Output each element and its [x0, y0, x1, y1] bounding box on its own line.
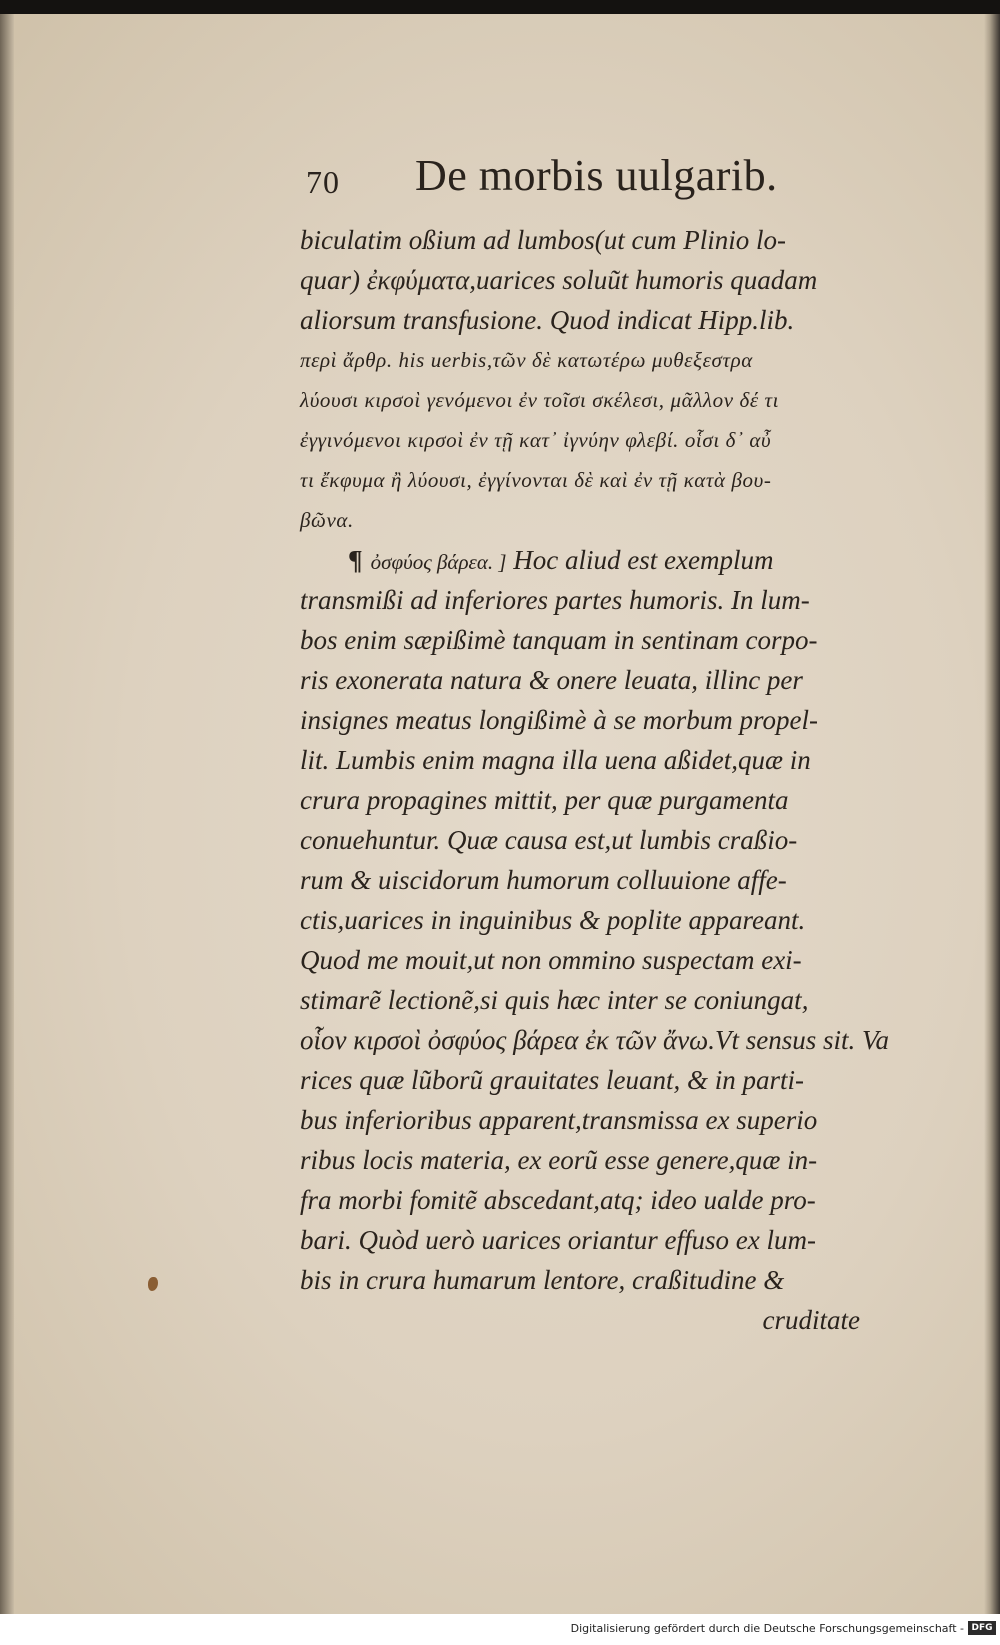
text-line: conuehuntur. Quæ causa est,ut lumbis craßio-: [300, 825, 798, 855]
text-line: quar) ἐκφύματα,uarices soluũt humoris quadam: [300, 265, 818, 295]
text-line: fra morbi fomitẽ abscedant,atq; ideo ualde pro-: [300, 1185, 816, 1215]
text-line: bis in crura humarum lentore, craßitudine &: [300, 1265, 785, 1295]
text-line: Quod me mouit,ut non ommino suspectam exi-: [300, 945, 802, 975]
page-number: 70: [306, 164, 340, 200]
greek-text-line: τι ἔκφυμα ἢ λύουσι, ἐγγίνονται δὲ καὶ ἐν τῇ κατὰ βου-: [300, 468, 772, 492]
text-line: Hoc aliud est exemplum: [513, 545, 774, 575]
dfg-logo[interactable]: DFG: [968, 1621, 996, 1635]
pilcrow-mark: ¶: [348, 545, 363, 575]
greek-text-line: περὶ ἄρθρ. his uerbis,τῶν δὲ κατωτέρω μυθεξεστρα: [300, 348, 753, 372]
text-line: biculatim oßium ad lumbos(ut cum Plinio lo-: [300, 225, 786, 255]
text-line: stimarẽ lectionẽ,si quis hæc inter se coniungat,: [300, 985, 809, 1015]
text-line: aliorsum transfusione. Quod indicat Hipp.lib.: [300, 305, 795, 335]
text-line: rum & uiscidorum humorum colluuione affe-: [300, 865, 787, 895]
text-line: bos enim sæpißimè tanquam in sentinam corpo-: [300, 625, 818, 655]
text-line: ribus locis materia, ex eorũ esse genere,quæ in-: [300, 1145, 818, 1175]
funding-credit: Digitalisierung gefördert durch die Deutsche Forschungsgemeinschaft -: [570, 1622, 964, 1635]
paragraph-opening-line: [300, 540, 860, 580]
running-head: [300, 150, 860, 206]
text-line: rices quæ lũborũ grauitates leuant, & in parti-: [300, 1065, 804, 1095]
text-line: bari. Quòd uerò uarices oriantur effuso ex lum-: [300, 1225, 816, 1255]
text-line: insignes meatus longißimè à se morbum propel-: [300, 705, 818, 735]
ink-blot: [148, 1277, 158, 1291]
catchword: cruditate: [762, 1305, 860, 1335]
greek-text-line: βῶνα.: [300, 508, 354, 532]
text-line: crura propagines mittit, per quæ purgamenta: [300, 785, 789, 815]
text-line: lit. Lumbis enim magna illa uena aßidet,quæ in: [300, 745, 811, 775]
running-title: De morbis uulgarib.: [415, 151, 778, 200]
text-block: [300, 220, 890, 1340]
text-line: transmißi ad inferiores partes humoris. In lum-: [300, 585, 810, 615]
greek-text-line: λύουσι κιρσοὶ γενόμενοι ἐν τοῖσι σκέλεσι, μᾶλλον δέ τι: [300, 388, 780, 412]
lemma-greek: ὀσφύος βάρεα. ]: [370, 550, 507, 574]
text-line: ctis,uarices in inguinibus & poplite appareant.: [300, 905, 806, 935]
mixed-greek-latin-line: οἷον κιρσοὶ ὀσφύος βάρεα ἐκ τῶν ἄνω.Vt sensus sit. Va: [300, 1025, 890, 1055]
text-line: ris exonerata natura & onere leuata, illinc per: [300, 665, 803, 695]
greek-text-line: ἐγγινόμενοι κιρσοὶ ἐν τῇ κατ᾽ ἰγνύην φλεβί. οἷσι δ᾽ αὖ: [300, 428, 772, 452]
footer-bar: [0, 1614, 1000, 1645]
text-line: bus inferioribus apparent,transmissa ex superio: [300, 1105, 818, 1135]
